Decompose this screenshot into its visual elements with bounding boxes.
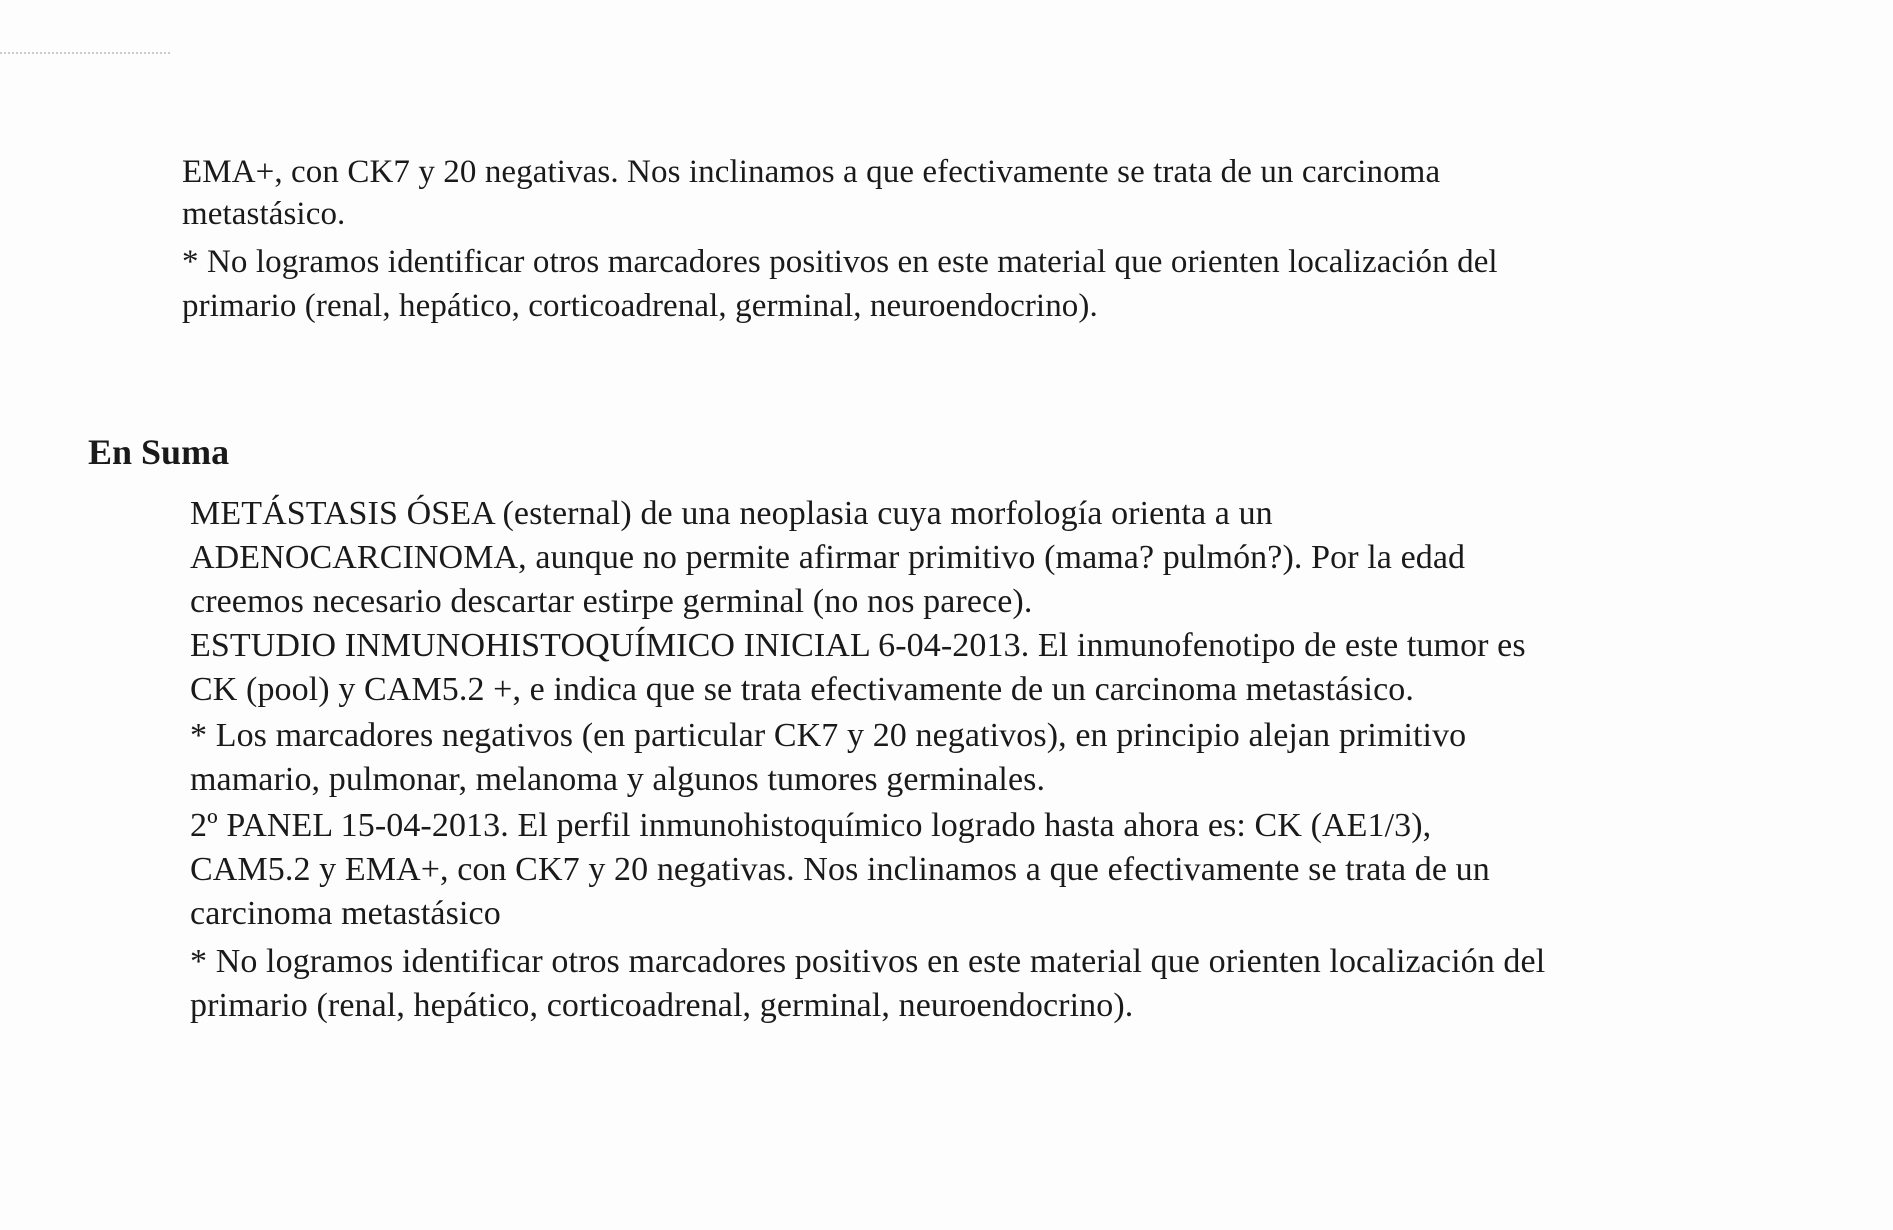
- scan-artifact: [0, 52, 170, 64]
- summary-line: 2º PANEL 15-04-2013. El perfil inmunohistoquímico logrado hasta ahora es: CK (AE1/3),: [190, 807, 1432, 844]
- summary-line: * No logramos identificar otros marcadores positivos en este material que orienten localización del: [190, 943, 1546, 980]
- summary-line: ESTUDIO INMUNOHISTOQUÍMICO INICIAL 6-04-2013. El inmunofenotipo de este tumor es: [190, 627, 1526, 664]
- section-heading: En Suma: [88, 432, 230, 472]
- intro-line: * No logramos identificar otros marcadores positivos en este material que orienten localización del: [182, 244, 1498, 280]
- summary-line: mamario, pulmonar, melanoma y algunos tumores germinales.: [190, 761, 1046, 798]
- intro-line: metastásico.: [182, 196, 346, 232]
- summary-line: * Los marcadores negativos (en particular CK7 y 20 negativos), en principio alejan primitivo: [190, 717, 1467, 754]
- summary-line: METÁSTASIS ÓSEA (esternal) de una neoplasia cuya morfología orienta a un: [190, 495, 1273, 532]
- summary-line: CAM5.2 y EMA+, con CK7 y 20 negativas. Nos inclinamos a que efectivamente se trata de un: [190, 851, 1490, 888]
- summary-line: carcinoma metastásico: [190, 895, 501, 932]
- summary-line: primario (renal, hepático, corticoadrenal, germinal, neuroendocrino).: [190, 987, 1134, 1024]
- summary-line: ADENOCARCINOMA, aunque no permite afirmar primitivo (mama? pulmón?). Por la edad: [190, 539, 1466, 576]
- summary-line: creemos necesario descartar estirpe germinal (no nos parece).: [190, 583, 1033, 620]
- intro-line: primario (renal, hepático, corticoadrenal, germinal, neuroendocrino).: [182, 288, 1098, 324]
- summary-line: CK (pool) y CAM5.2 +, e indica que se trata efectivamente de un carcinoma metastásico.: [190, 671, 1414, 708]
- intro-line: EMA+, con CK7 y 20 negativas. Nos inclinamos a que efectivamente se trata de un carcinoma: [182, 154, 1441, 190]
